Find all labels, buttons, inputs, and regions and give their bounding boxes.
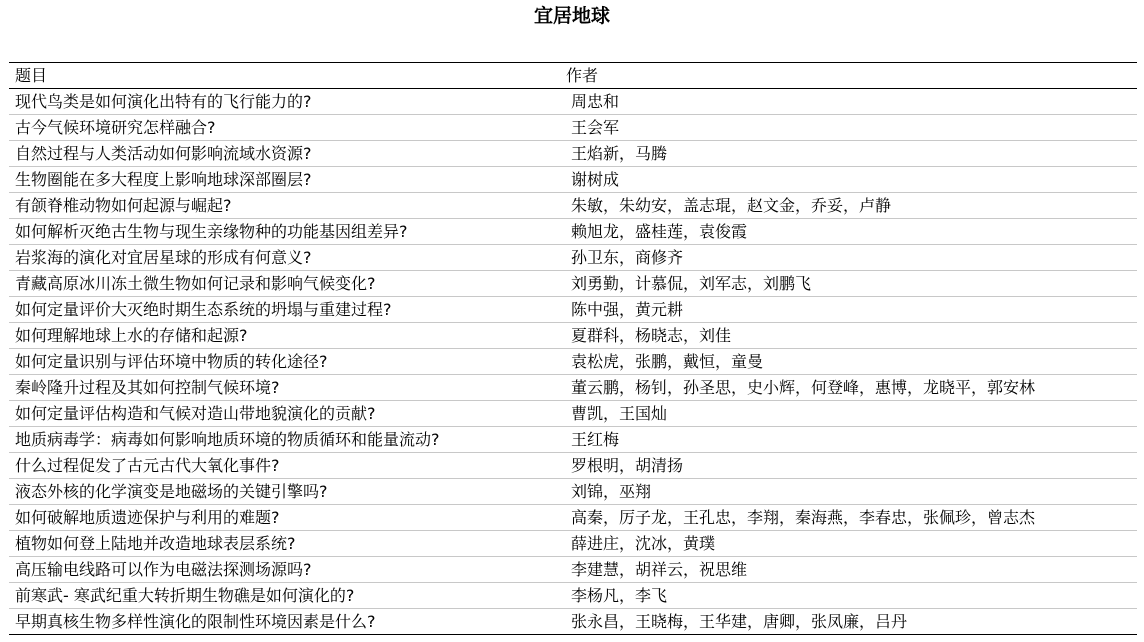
header-topic: 题目 [9, 63, 560, 89]
header-author: 作者 [560, 63, 1137, 89]
topic-cell: 地质病毒学：病毒如何影响地质环境的物质循环和能量流动? [9, 427, 560, 453]
author-cell: 王会军 [560, 115, 1137, 141]
author-cell: 李杨凡，李飞 [560, 583, 1137, 609]
topic-cell: 如何定量评价大灭绝时期生态系统的坍塌与重建过程? [9, 297, 560, 323]
topic-cell: 生物圈能在多大程度上影响地球深部圈层? [9, 167, 560, 193]
topic-cell: 秦岭隆升过程及其如何控制气候环境? [9, 375, 560, 401]
table-row [9, 245, 1137, 271]
author-cell: 袁松虎，张鹏，戴恒，童曼 [560, 349, 1137, 375]
topic-cell: 如何解析灭绝古生物与现生亲缘物种的功能基因组差异? [9, 219, 560, 245]
topic-cell: 如何破解地质遗迹保护与利用的难题? [9, 505, 560, 531]
table-row [9, 557, 1137, 583]
topic-cell: 什么过程促发了古元古代大氧化事件? [9, 453, 560, 479]
author-cell: 王焰新，马腾 [560, 141, 1137, 167]
author-cell: 曹凯，王国灿 [560, 401, 1137, 427]
table-row [9, 609, 1137, 635]
author-cell: 薛进庄，沈冰，黄璞 [560, 531, 1137, 557]
topic-cell: 有颌脊椎动物如何起源与崛起? [9, 193, 560, 219]
author-cell: 夏群科，杨晓志，刘佳 [560, 323, 1137, 349]
topics-table [9, 62, 1137, 635]
table-row [9, 531, 1137, 557]
table-row [9, 323, 1137, 349]
topic-cell: 早期真核生物多样性演化的限制性环境因素是什么? [9, 609, 560, 635]
table-row [9, 583, 1137, 609]
table-header-row [9, 63, 1137, 89]
table-row [9, 141, 1137, 167]
table-row [9, 193, 1137, 219]
author-cell: 刘勇勤，计慕侃，刘军志，刘鹏飞 [560, 271, 1137, 297]
author-cell: 刘锦，巫翔 [560, 479, 1137, 505]
topic-cell: 高压输电线路可以作为电磁法探测场源吗? [9, 557, 560, 583]
author-cell: 周忠和 [560, 89, 1137, 115]
author-cell: 孙卫东，商修齐 [560, 245, 1137, 271]
table-row [9, 349, 1137, 375]
author-cell: 赖旭龙，盛桂莲，袁俊霞 [560, 219, 1137, 245]
author-cell: 王红梅 [560, 427, 1137, 453]
author-cell: 陈中强，黄元耕 [560, 297, 1137, 323]
table-row [9, 297, 1137, 323]
table-row [9, 115, 1137, 141]
table-row [9, 453, 1137, 479]
topic-cell: 前寒武- 寒武纪重大转折期生物礁是如何演化的? [9, 583, 560, 609]
page-title: 宜居地球 [533, 5, 610, 27]
author-cell: 李建慧，胡祥云，祝思维 [560, 557, 1137, 583]
table-row [9, 89, 1137, 115]
author-cell: 朱敏，朱幼安，盖志琨，赵文金，乔妥，卢静 [560, 193, 1137, 219]
author-cell: 董云鹏，杨钊，孙圣思，史小辉，何登峰，惠博，龙晓平，郭安林 [560, 375, 1137, 401]
topic-cell: 自然过程与人类活动如何影响流域水资源? [9, 141, 560, 167]
topic-cell: 古今气候环境研究怎样融合? [9, 115, 560, 141]
author-cell: 罗根明，胡清扬 [560, 453, 1137, 479]
topic-cell: 液态外核的化学演变是地磁场的关键引擎吗? [9, 479, 560, 505]
topic-cell: 植物如何登上陆地并改造地球表层系统? [9, 531, 560, 557]
table-row [9, 167, 1137, 193]
topic-cell: 现代鸟类是如何演化出特有的飞行能力的? [9, 89, 560, 115]
topic-cell: 岩浆海的演化对宜居星球的形成有何意义? [9, 245, 560, 271]
table-row [9, 375, 1137, 401]
topic-cell: 如何理解地球上水的存储和起源? [9, 323, 560, 349]
table-row [9, 401, 1137, 427]
table-row [9, 219, 1137, 245]
table-row [9, 271, 1137, 297]
author-cell: 谢树成 [560, 167, 1137, 193]
topic-cell: 青藏高原冰川冻土微生物如何记录和影响气候变化? [9, 271, 560, 297]
table-row [9, 505, 1137, 531]
topic-cell: 如何定量评估构造和气候对造山带地貌演化的贡献? [9, 401, 560, 427]
table-row [9, 479, 1137, 505]
table-body [9, 89, 1137, 635]
table-row [9, 427, 1137, 453]
topic-cell: 如何定量识别与评估环境中物质的转化途径? [9, 349, 560, 375]
author-cell: 张永昌，王晓梅，王华建，唐卿，张凤廉，吕丹 [560, 609, 1137, 635]
author-cell: 高秦，厉子龙，王孔忠，李翔，秦海燕，李春忠，张佩珍，曾志杰 [560, 505, 1137, 531]
